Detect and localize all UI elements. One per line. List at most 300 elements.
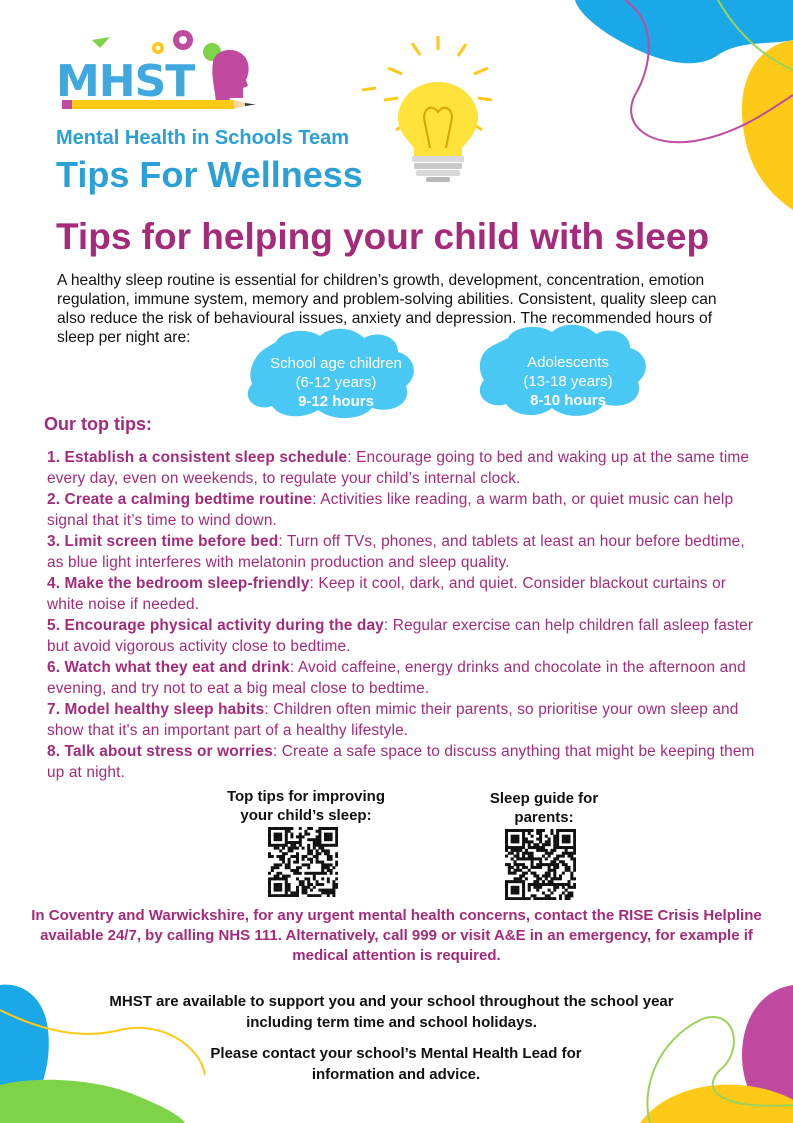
qr-module (514, 872, 517, 875)
qr-module (335, 872, 338, 875)
qr-module (514, 860, 517, 863)
qr-module (570, 846, 573, 849)
qr-module (274, 833, 277, 836)
qr-module (533, 846, 536, 849)
qr-module (528, 883, 531, 886)
tip-title: 3. Limit screen time before bed (47, 533, 279, 550)
qr-module (321, 869, 324, 872)
qr-module (327, 844, 330, 847)
qr-module (567, 886, 570, 889)
qr-module (545, 857, 548, 860)
qr-module (550, 891, 553, 894)
qr-module (271, 827, 274, 830)
qr-module (279, 838, 282, 841)
qr-module (533, 843, 536, 846)
qr-module (290, 827, 293, 830)
qr-module (279, 849, 282, 852)
qr-module (274, 894, 277, 897)
qr-module (304, 855, 307, 858)
qr-module (318, 841, 321, 844)
qr-module (573, 835, 576, 838)
qr-module (550, 832, 553, 835)
qr-module (559, 860, 562, 863)
qr-module (285, 841, 288, 844)
qr-module (556, 877, 559, 880)
qr-module (285, 886, 288, 889)
qr-module (528, 829, 531, 832)
qr-module (296, 869, 299, 872)
qr-module (313, 877, 316, 880)
qr-module (321, 883, 324, 886)
qr-module (539, 866, 542, 869)
qr-module (316, 858, 319, 861)
qr-module (276, 872, 279, 875)
qr-module (302, 847, 305, 850)
qr-module (508, 880, 511, 883)
qr-module (335, 886, 338, 889)
qr-module (553, 886, 556, 889)
qr-module (302, 889, 305, 892)
qr-module (307, 872, 310, 875)
qr-module (321, 827, 324, 830)
qr-module (285, 830, 288, 833)
qr-module (324, 844, 327, 847)
qr-module (268, 844, 271, 847)
qr-module (542, 829, 545, 832)
qr-module (505, 894, 508, 897)
tip-title: 6. Watch what they eat and drink (47, 659, 290, 676)
qr-module (310, 838, 313, 841)
qr-module (505, 838, 508, 841)
qr-module (522, 863, 525, 866)
qr-module (316, 883, 319, 886)
team-name: Mental Health in Schools Team (56, 127, 350, 149)
qr-module (516, 877, 519, 880)
qr-module (522, 852, 525, 855)
qr-module (533, 874, 536, 877)
qr-module (536, 829, 539, 832)
qr-module (318, 835, 321, 838)
qr-module (567, 894, 570, 897)
qr-module (567, 855, 570, 858)
qr-module (556, 832, 559, 835)
qr-module (310, 872, 313, 875)
qr-module (514, 835, 517, 838)
qr-module (556, 886, 559, 889)
qr-module (285, 833, 288, 836)
qr-module (335, 827, 338, 830)
qr-module (318, 889, 321, 892)
qr-module (573, 866, 576, 869)
qr-module (548, 897, 551, 900)
qr-module (318, 833, 321, 836)
qr-module (556, 855, 559, 858)
qr-module (293, 861, 296, 864)
qr-module (559, 855, 562, 858)
qr-module (307, 863, 310, 866)
qr-module (562, 883, 565, 886)
qr-module (545, 877, 548, 880)
qr-module (525, 877, 528, 880)
qr-module (542, 855, 545, 858)
qr-module (522, 835, 525, 838)
qr-module (511, 840, 514, 843)
qr-module (285, 875, 288, 878)
qr-module (288, 861, 291, 864)
tip-text: : Avoid caffeine, energy drinks and chocolate in the afternoon and evening, and try not to eat a big meal close to bedtime. (47, 659, 746, 697)
qr-module (516, 857, 519, 860)
tip-item (47, 657, 757, 699)
qr-module (324, 827, 327, 830)
tip-item (47, 615, 757, 657)
qr-module (285, 838, 288, 841)
qr-module (332, 866, 335, 869)
qr-module (570, 877, 573, 880)
qr-module (279, 844, 282, 847)
qr-code-sleep-tips[interactable] (268, 827, 338, 897)
qr-module (553, 869, 556, 872)
qr-module (279, 863, 282, 866)
qr-module (522, 891, 525, 894)
qr-module (290, 833, 293, 836)
tip-text: : Activities like reading, a warm bath, or quiet music can help signal that it’s time to wind down. (47, 491, 734, 529)
qr-module (548, 855, 551, 858)
qr-module (567, 869, 570, 872)
qr-module (511, 872, 514, 875)
qr-module (290, 847, 293, 850)
qr-module (276, 844, 279, 847)
qr-module (296, 872, 299, 875)
qr-module (508, 852, 511, 855)
qr-module (556, 829, 559, 832)
qr-module (268, 852, 271, 855)
qr-module (321, 877, 324, 880)
qr-module (553, 849, 556, 852)
qr-module (514, 846, 517, 849)
qr-module (324, 835, 327, 838)
qr-module (327, 880, 330, 883)
qr-module (302, 835, 305, 838)
qr-module (302, 883, 305, 886)
qr-module (316, 880, 319, 883)
qr-module (516, 849, 519, 852)
tip-item (47, 573, 757, 615)
qr-module (553, 897, 556, 900)
qr-module (282, 852, 285, 855)
qr-module (511, 880, 514, 883)
qr-module (505, 849, 508, 852)
qr-module (276, 827, 279, 830)
qr-module (274, 883, 277, 886)
qr-module (514, 897, 517, 900)
qr-module (324, 838, 327, 841)
qr-module (508, 846, 511, 849)
qr-module (274, 889, 277, 892)
qr-module (525, 866, 528, 869)
qr-module (279, 872, 282, 875)
qr-module (296, 835, 299, 838)
qr-module (567, 866, 570, 869)
qr-module (562, 846, 565, 849)
qr-module (276, 883, 279, 886)
qr-module (293, 872, 296, 875)
qr-module (327, 869, 330, 872)
qr-module (519, 829, 522, 832)
qr-module (539, 883, 542, 886)
qr-module (285, 863, 288, 866)
qr-module (290, 844, 293, 847)
qr-module (335, 835, 338, 838)
qr-module (271, 877, 274, 880)
qr-module (516, 852, 519, 855)
qr-module (321, 889, 324, 892)
qr-module (274, 866, 277, 869)
qr-module (335, 830, 338, 833)
qr-module (505, 886, 508, 889)
tip-item (47, 447, 757, 489)
cloud-group-label: Adolescents (527, 354, 609, 371)
qr-module (310, 858, 313, 861)
qr-module (514, 855, 517, 858)
qr-module (539, 877, 542, 880)
qr-module (567, 835, 570, 838)
qr-module (508, 829, 511, 832)
qr-module (293, 869, 296, 872)
qr-module (293, 894, 296, 897)
qr-module (318, 827, 321, 830)
qr-module (282, 894, 285, 897)
qr-module (553, 863, 556, 866)
qr-module (307, 866, 310, 869)
qr-module (533, 897, 536, 900)
qr-module (313, 855, 316, 858)
qr-module (327, 858, 330, 861)
qr-module (511, 849, 514, 852)
qr-module (285, 866, 288, 869)
tip-item (47, 699, 757, 741)
qr-module (528, 886, 531, 889)
qr-module (330, 889, 333, 892)
qr-module (288, 841, 291, 844)
qr-module (282, 847, 285, 850)
cloud-school-age (256, 354, 416, 411)
qr-module (296, 855, 299, 858)
cloud-ages: (6-12 years) (295, 374, 377, 391)
qr-module (310, 894, 313, 897)
qr-module (536, 838, 539, 841)
footer-contact: Please contact your school’s Mental Health Lead for information and advice. (210, 1045, 582, 1083)
qr-module (271, 869, 274, 872)
qr-module (519, 857, 522, 860)
qr-module (545, 894, 548, 897)
qr-module (307, 880, 310, 883)
qr-module (276, 833, 279, 836)
qr-module (573, 886, 576, 889)
qr-module (565, 838, 568, 841)
qr-module (522, 855, 525, 858)
footer-support: MHST are available to support you and your school throughout the school year including term time and school holidays. (109, 993, 674, 1031)
qr-module (316, 894, 319, 897)
qr-module (505, 840, 508, 843)
qr-module (511, 889, 514, 892)
tip-title: 2. Create a calming bedtime routine (47, 491, 313, 508)
qr-module (285, 883, 288, 886)
qr-module (302, 863, 305, 866)
qr-module (330, 835, 333, 838)
qr-module (565, 829, 568, 832)
qr-module (559, 897, 562, 900)
qr-module (519, 880, 522, 883)
qr-module (330, 827, 333, 830)
tip-text: : Turn off TVs, phones, and tablets at least an hour before bedtime, as blue light interferes with melatonin production and sleep quality. (47, 533, 745, 571)
qr-module (313, 838, 316, 841)
qr-module (525, 852, 528, 855)
qr-module (293, 847, 296, 850)
tip-title: 4. Make the bedroom sleep-friendly (47, 575, 310, 592)
qr-module (514, 849, 517, 852)
qr-module (299, 827, 302, 830)
qr-module (335, 838, 338, 841)
qr-module (519, 874, 522, 877)
qr-code-sleep-guide[interactable] (505, 829, 576, 900)
qr-module (570, 891, 573, 894)
qr-module (288, 849, 291, 852)
qr-module (274, 835, 277, 838)
qr-module (539, 846, 542, 849)
qr-module (279, 855, 282, 858)
qr-module (279, 886, 282, 889)
qr-module (302, 858, 305, 861)
qr-module (282, 844, 285, 847)
qr-module (276, 875, 279, 878)
qr-module (525, 838, 528, 841)
qr-module (562, 872, 565, 875)
qr-module (567, 829, 570, 832)
qr-module (304, 877, 307, 880)
qr-module (288, 886, 291, 889)
qr-module (559, 874, 562, 877)
qr-module (299, 872, 302, 875)
qr-module (531, 829, 534, 832)
qr-module (304, 830, 307, 833)
qr-module (522, 857, 525, 860)
qr-module (290, 869, 293, 872)
qr-module (570, 829, 573, 832)
qr-module (519, 877, 522, 880)
qr-module (288, 847, 291, 850)
qr-module (516, 863, 519, 866)
qr-module (559, 894, 562, 897)
qr-module (505, 880, 508, 883)
qr-module (508, 866, 511, 869)
qr-module (565, 869, 568, 872)
qr-module (522, 838, 525, 841)
qr-module (310, 861, 313, 864)
qr-module (318, 883, 321, 886)
qr-module (271, 855, 274, 858)
qr-module (542, 880, 545, 883)
tips-heading: Our top tips: (44, 414, 152, 434)
qr-module (321, 872, 324, 875)
qr-module (332, 889, 335, 892)
qr-module (573, 829, 576, 832)
qr-module (307, 858, 310, 861)
qr-module (268, 877, 271, 880)
qr-module (533, 886, 536, 889)
qr-module (330, 838, 333, 841)
qr-module (268, 835, 271, 838)
qr-module (274, 838, 277, 841)
qr-module (567, 838, 570, 841)
tip-text: : Encourage going to bed and waking up at the same time every day, even on weekends, to regulate your child’s internal clock. (47, 449, 750, 487)
qr-module (550, 860, 553, 863)
qr-module (296, 889, 299, 892)
qr-module (556, 863, 559, 866)
qr-module (511, 897, 514, 900)
qr-module (550, 849, 553, 852)
qr-module (528, 869, 531, 872)
qr-module (299, 844, 302, 847)
qr-module (307, 827, 310, 830)
qr-module (327, 852, 330, 855)
qr-module (330, 858, 333, 861)
qr-module (321, 891, 324, 894)
qr-module (550, 829, 553, 832)
qr-module (268, 827, 271, 830)
qr-module (516, 889, 519, 892)
qr-module (570, 855, 573, 858)
qr-module (505, 829, 508, 832)
qr-module (321, 847, 324, 850)
qr-module (279, 894, 282, 897)
qr-module (508, 897, 511, 900)
qr-module (299, 841, 302, 844)
qr-module (522, 883, 525, 886)
qr-module (519, 863, 522, 866)
qr-module (316, 838, 319, 841)
qr-module (514, 886, 517, 889)
qr-module (550, 897, 553, 900)
qr-module (332, 844, 335, 847)
qr-module (318, 830, 321, 833)
qr-module (553, 857, 556, 860)
qr-module (268, 838, 271, 841)
qr-module (539, 840, 542, 843)
qr-module (318, 838, 321, 841)
urgent-notice: In Coventry and Warwickshire, for any urgent mental health concerns, contact the RISE Crisis Helpline available 24/7, by calling NHS 111. Alternatively, call 999 or visit A&E in an emergency, for example if medical attention is required. (31, 907, 762, 964)
qr-module (516, 866, 519, 869)
qr-module (531, 835, 534, 838)
cloud-group-label: School age children (270, 355, 402, 372)
qr-module (316, 841, 319, 844)
qr-module (514, 889, 517, 892)
qr-module (539, 857, 542, 860)
qr-module (307, 849, 310, 852)
qr-module (528, 855, 531, 858)
qr-module (559, 846, 562, 849)
qr-module (288, 894, 291, 897)
qr-module (536, 849, 539, 852)
qr-module (321, 866, 324, 869)
qr-module (274, 877, 277, 880)
qr-module (307, 852, 310, 855)
qr-module (542, 874, 545, 877)
qr-module (313, 875, 316, 878)
qr-module (573, 843, 576, 846)
qr-module (282, 877, 285, 880)
qr-module (511, 846, 514, 849)
qr-module (573, 852, 576, 855)
